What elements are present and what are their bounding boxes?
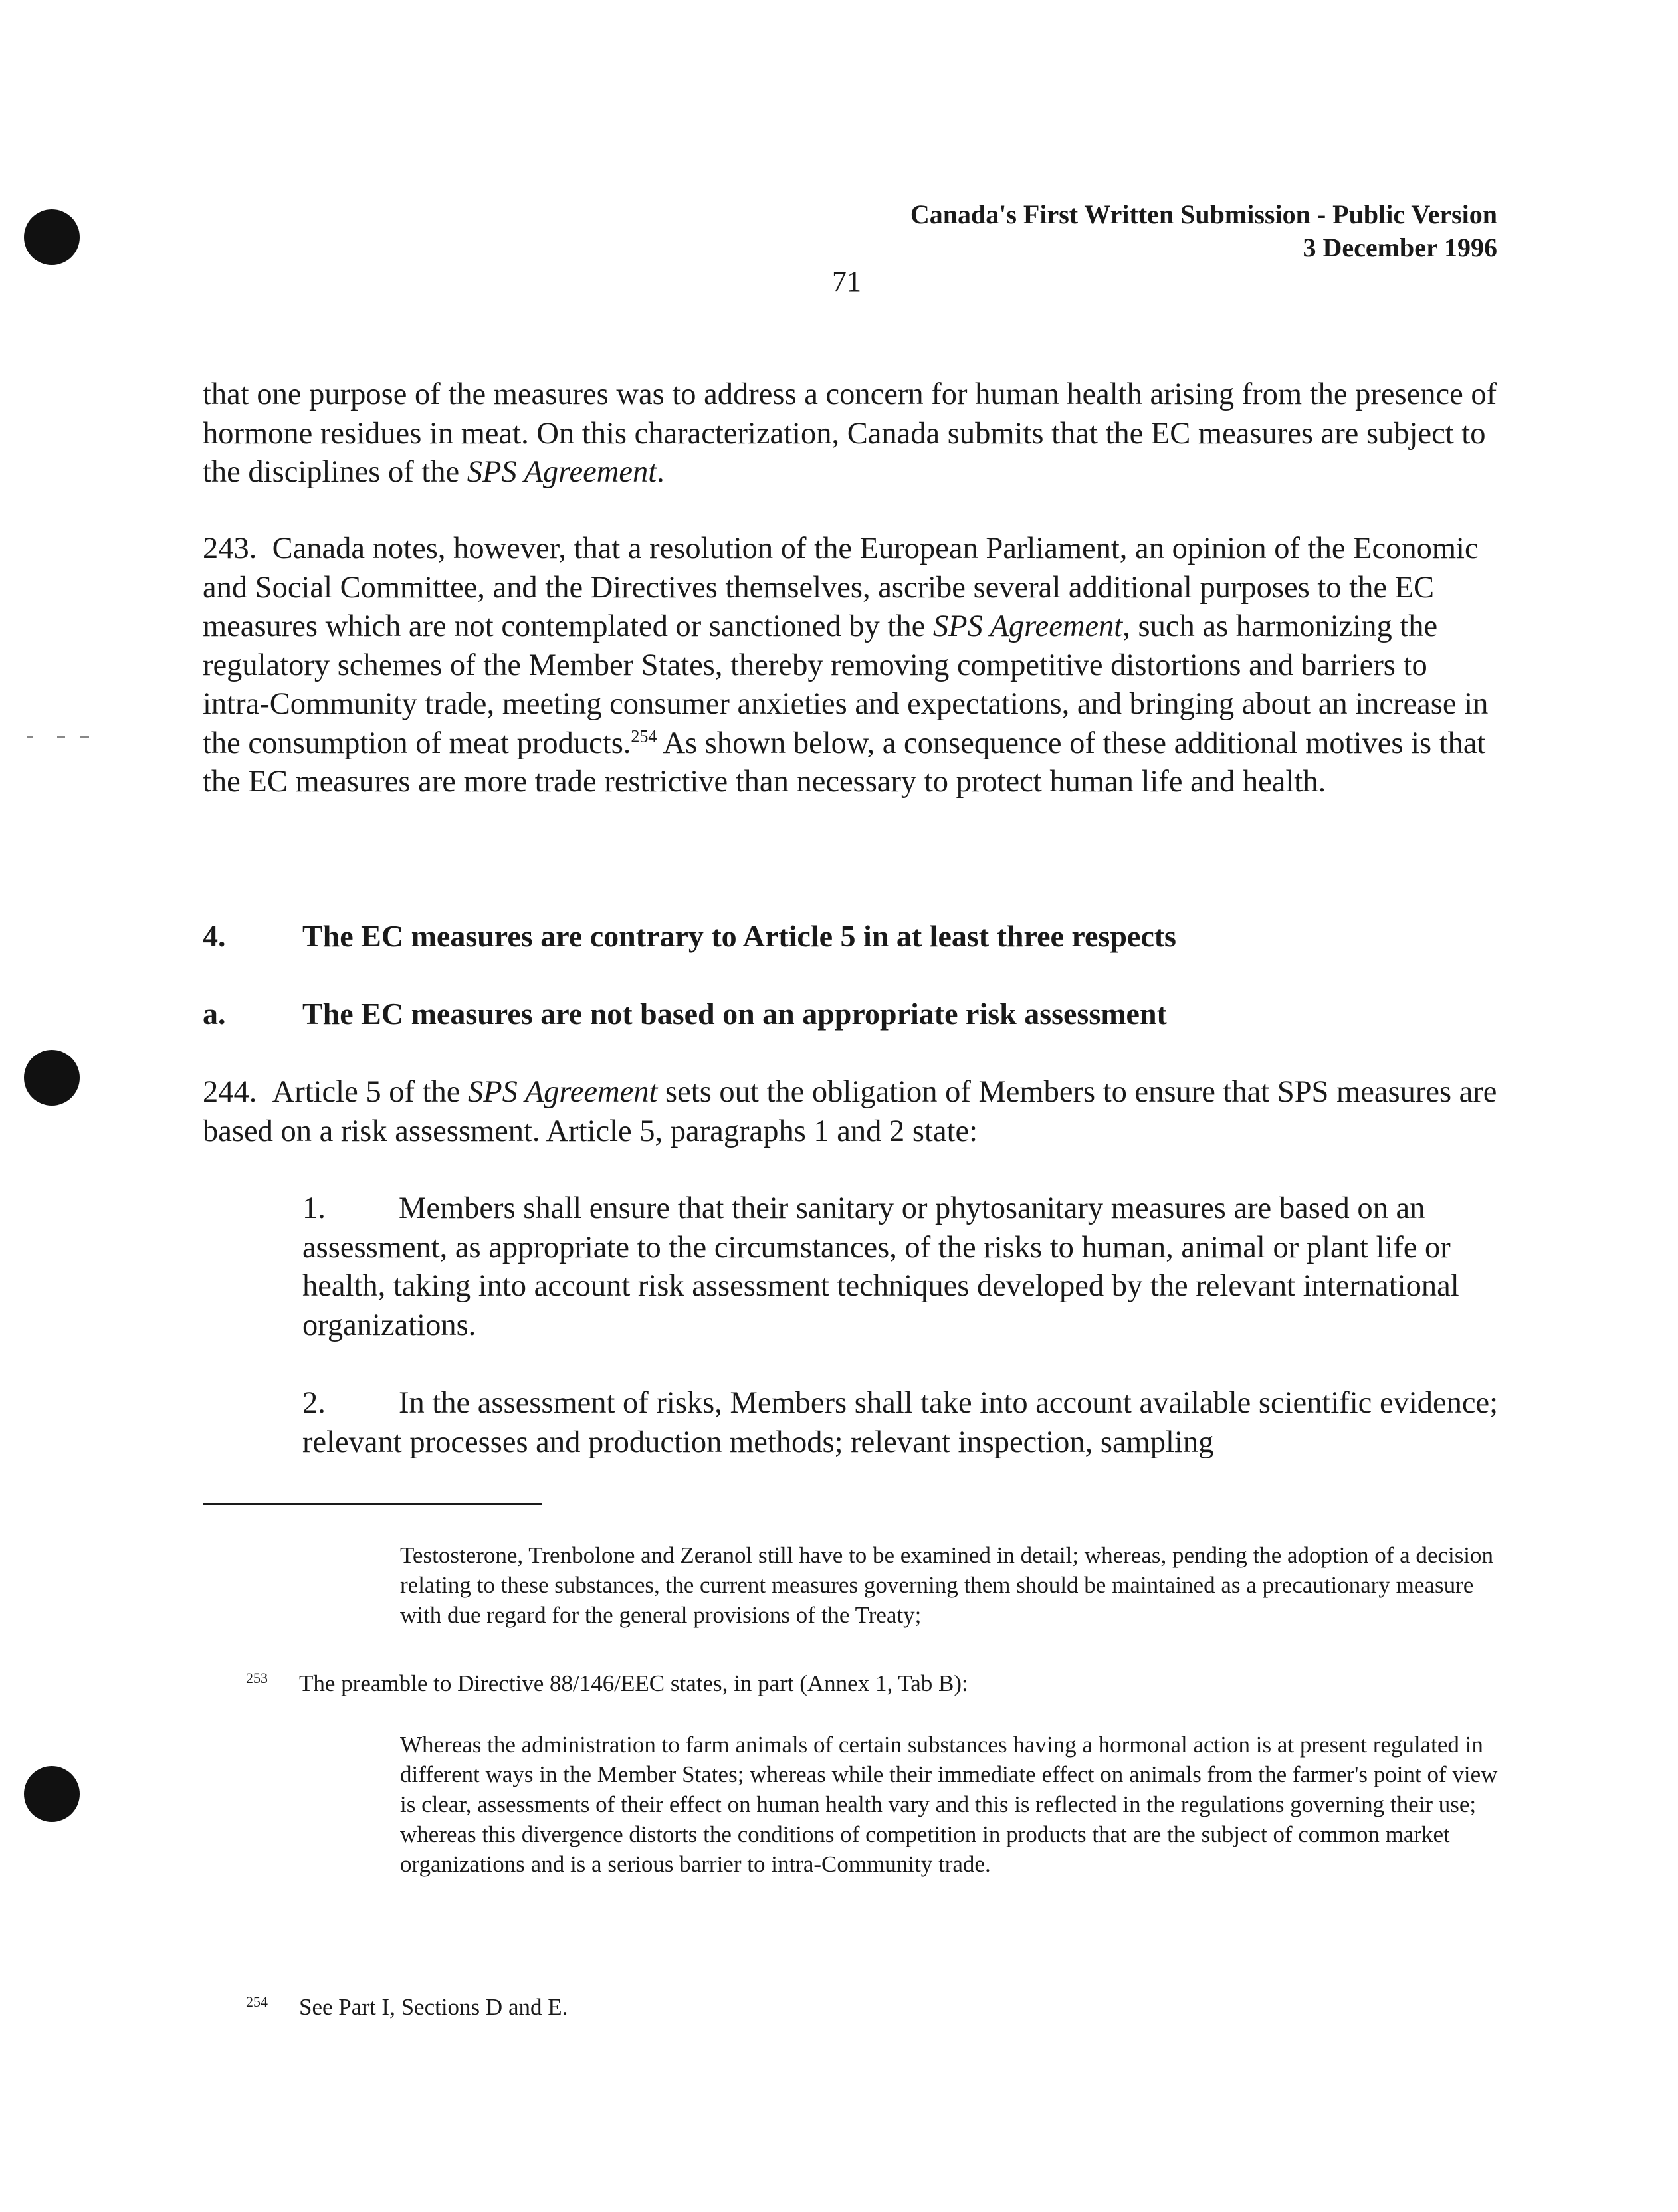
scan-speck <box>57 736 65 738</box>
footnote-ref[interactable]: 254 <box>631 726 657 746</box>
footnote-254 <box>246 1987 1499 2022</box>
document-header <box>910 198 1497 264</box>
quote-text: In the assessment of risks, Members shall take into account available scientific evidence; relevant processes and production methods; relevant inspection, sampling <box>302 1386 1499 1459</box>
subsection-heading <box>203 995 1167 1033</box>
quote-text: Members shall ensure that their sanitary or phytosanitary measures are based on an assessment, as appropriate to the circumstances, of the risks to human, animal or plant life or health, taking into account risk assessment techniques developed by the relevant international organizations. <box>302 1191 1459 1342</box>
paragraph-text: that one purpose of the measures was to address a concern for human health arising from the presence of hormone residues in meat. On this characterization, Canada submits that the EC measures are subject to the disciplines of the <box>203 377 1497 489</box>
paragraph-text: As shown below, a consequence of these additional motives is that the EC measures are more trade restrictive than necessary to protect human life and health. <box>203 726 1486 799</box>
paragraph-continued <box>203 375 1499 492</box>
footnote-number: 254 <box>246 1993 268 2010</box>
block-quote-1 <box>302 1189 1499 1345</box>
italic-reference: SPS Agreement <box>467 455 657 489</box>
header-date: 3 December 1996 <box>1303 233 1497 262</box>
header-title: Canada's First Written Submission - Public Version <box>910 199 1497 229</box>
block-quote-2 <box>302 1384 1499 1462</box>
quote-number: 1. <box>302 1191 326 1225</box>
heading-text: The EC measures are contrary to Article 5 in at least three respects <box>302 919 1176 953</box>
binder-hole <box>24 1050 80 1106</box>
paragraph-text: Canada notes, however, that a resolution of the European Parliament, an opinion of the Economic and Social Committee, and the Directives themselves, ascribe several additional purposes to the EC measures which are not contemplated or sanctioned by the <box>203 532 1479 643</box>
paragraph-243 <box>203 530 1499 802</box>
heading-text: The EC measures are not based on an appropriate risk assessment <box>302 997 1167 1031</box>
footnote-text: See Part I, Sections D and E. <box>299 1994 568 2020</box>
heading-number: a. <box>203 997 226 1031</box>
paragraph-number: 243. <box>203 532 257 565</box>
paragraph-244 <box>203 1073 1499 1151</box>
quote-number: 2. <box>302 1386 326 1420</box>
paragraph-number: 244. <box>203 1075 257 1109</box>
italic-reference: SPS Agreement <box>468 1075 658 1109</box>
paragraph-text: sets out the obligation of Members to ensure that SPS measures are based on a risk assessment. Article 5, paragraphs 1 and 2 state: <box>203 1075 1497 1148</box>
italic-reference: SPS Agreement <box>932 609 1123 643</box>
binder-hole <box>24 1766 80 1822</box>
binder-hole <box>24 209 80 265</box>
page-number: 71 <box>832 265 861 298</box>
paragraph-text: . <box>657 455 665 489</box>
footnote-253 <box>246 1663 1499 1698</box>
footnote-separator <box>203 1503 542 1505</box>
heading-number: 4. <box>203 919 226 953</box>
footnote-253-quote: Whereas the administration to farm animals of certain substances having a hormonal action is at present regulated in different ways in the Member States; whereas while their immediate effect on animals from the farmer's point of view is clear, assessments of their effect on human health vary and this is reflected in the regulations governing their use; whereas this divergence distorts the conditions of competition in products that are the subject of common market organizations and is a serious barrier to intra-Community trade. <box>400 1732 1498 1877</box>
scan-speck <box>80 736 89 738</box>
section-heading <box>203 917 1176 955</box>
scan-speck <box>27 736 33 738</box>
paragraph-text: Article 5 of the <box>272 1075 469 1109</box>
footnote-text: The preamble to Directive 88/146/EEC states, in part (Annex 1, Tab B): <box>299 1670 968 1696</box>
footnote-number: 253 <box>246 1670 268 1686</box>
paragraph-text: , such as harmonizing the regulatory schemes of the Member States, thereby removing competitive distortions and barriers to intra-Community trade, meeting consumer anxieties and expectations, and bringing about an increase in the consumption of meat products. <box>203 609 1489 760</box>
footnote-continuation: Testosterone, Trenbolone and Zeranol still have to be examined in detail; whereas, pending the adoption of a decision relating to these substances, the current measures governing them should be maintained as a precautionary measure with due regard for the general provisions of the Treaty; <box>400 1542 1494 1628</box>
